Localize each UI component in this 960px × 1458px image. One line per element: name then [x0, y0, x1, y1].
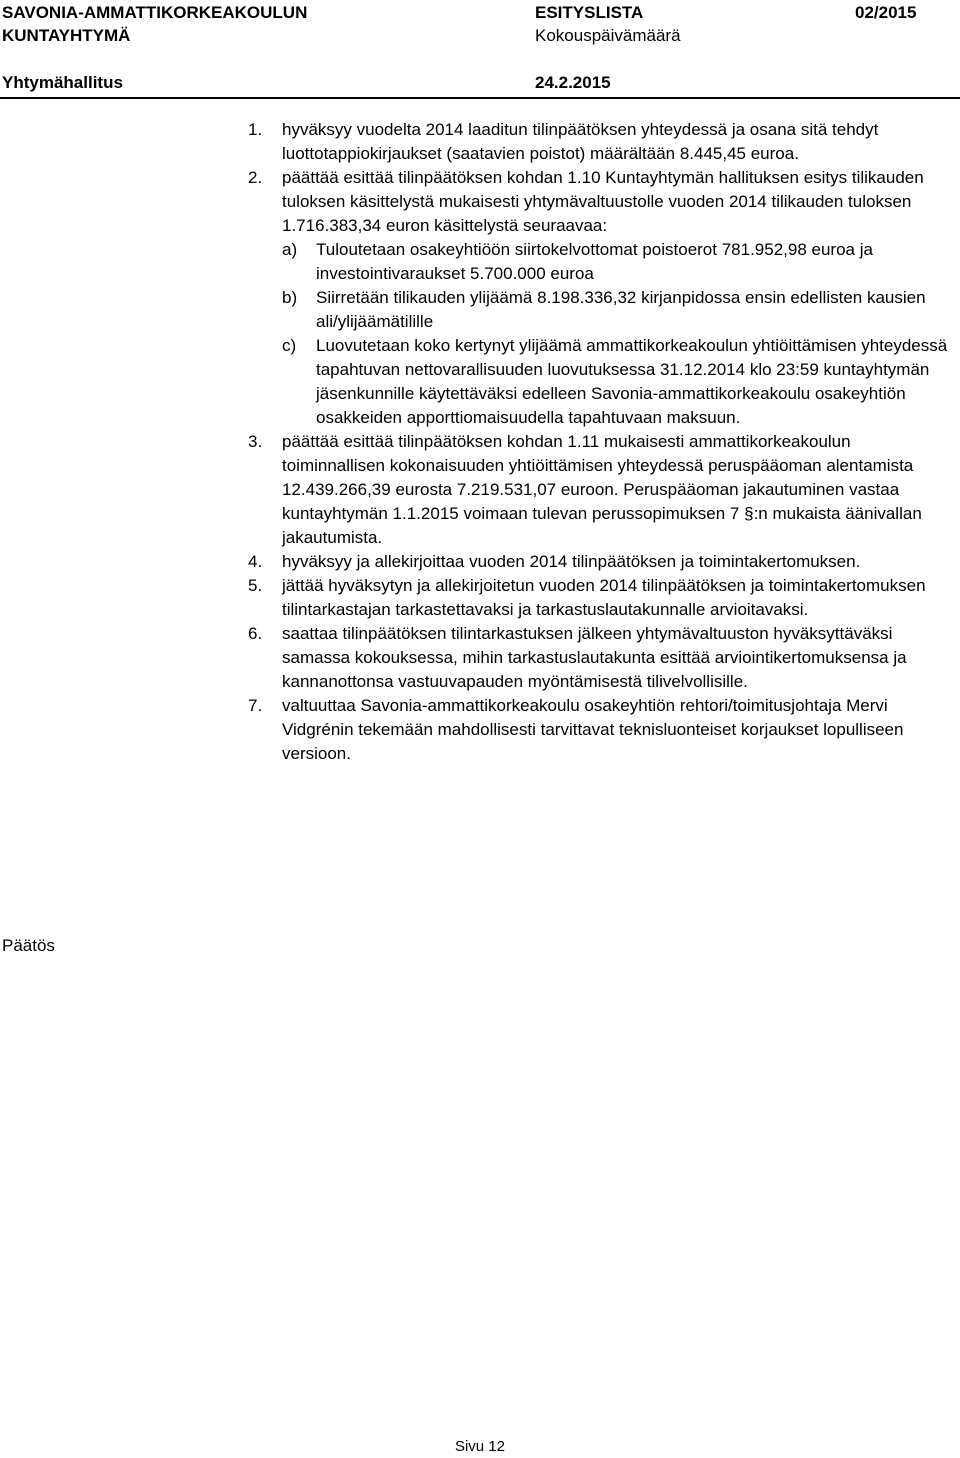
- doc-type: ESITYSLISTA: [535, 3, 644, 22]
- org-name-line1: SAVONIA-AMMATTIKORKEAKOULUN: [2, 3, 308, 22]
- meeting-date: 24.2.2015: [535, 73, 611, 92]
- item-text: päättää esittää tilinpäätöksen kohdan 1.10 Kuntayhtymän hallituksen esitys tilikauden tuloksen käsittelystä mukaisesti yhtymävaltuustolle vuoden 2014 tilikauden tuloksen 1.716.383,34 euron käsittelystä seuraavaa:: [282, 168, 924, 235]
- sub-text: Siirretään tilikauden ylijäämä 8.198.336,32 kirjanpidossa ensin edellisten kausien ali/ylijäämätilille: [316, 288, 926, 331]
- doc-number: 02/2015: [855, 3, 917, 22]
- item-text: jättää hyväksytyn ja allekirjoitetun vuoden 2014 tilinpäätöksen ja toimintakertomuksen tilintarkastajan tarkastettavaksi ja tarkastuslautakunnalle arvioitavaksi.: [282, 576, 926, 619]
- sub-letter: c): [282, 336, 297, 355]
- sub-letter: a): [282, 240, 298, 259]
- date-label: Kokouspäivämäärä: [535, 26, 681, 45]
- meeting-body: Yhtymähallitus: [2, 73, 123, 92]
- item-text: hyväksyy vuodelta 2014 laaditun tilinpäätöksen yhteydessä ja osana sitä tehdyt luottotappiokirjaukset (saatavien poistot) määrältään 8.445,45 euroa.: [282, 120, 879, 163]
- sub-letter: b): [282, 288, 298, 307]
- org-name-line2: KUNTAYHTYMÄ: [2, 26, 131, 45]
- list-item: [248, 694, 958, 766]
- item-number: 5.: [248, 576, 263, 595]
- item-text: päättää esittää tilinpäätöksen kohdan 1.11 mukaisesti ammattikorkeakoulun toiminnallisen kokonaisuuden yhtiöittämisen yhteydessä peruspääoman alentamista 12.439.266,39 eurosta 7.219.531,07 euroon. Peruspääoman jakautuminen vastaa kuntayhtymän 1.1.2015 voimaan tulevan perussopimuksen 7 §:n mukaista äänivallan jakautumista.: [282, 432, 922, 547]
- item-number: 7.: [248, 696, 263, 715]
- sub-text: Tuloutetaan osakeyhtiöön siirtokelvottomat poistoerot 781.952,98 euroa ja investointivaraukset 5.700.000 euroa: [316, 240, 873, 283]
- list-item: [248, 430, 958, 550]
- header-rule: [0, 97, 960, 99]
- sub-item: [282, 334, 958, 430]
- sub-item: [282, 238, 958, 286]
- sub-text: Luovutetaan koko kertynyt ylijäämä ammattikorkeakoulun yhtiöittämisen yhteydessä tapahtuvan nettovarallisuuden luovutuksessa 31.12.2014 klo 23:59 kuntayhtymän jäsenkunnille käytettäväksi edelleen Savonia-ammattikorkeakoulu osakeyhtiön osakkeiden apporttiomaisuudella tapahtuvaan maksuun.: [316, 336, 948, 427]
- decision-list: [248, 118, 958, 766]
- item-text: hyväksyy ja allekirjoittaa vuoden 2014 tilinpäätöksen ja toimintakertomuksen.: [282, 552, 861, 571]
- item-number: 6.: [248, 624, 263, 643]
- item-number: 2.: [248, 168, 263, 187]
- list-item: [248, 574, 958, 622]
- list-item: [248, 550, 958, 574]
- list-item: [248, 622, 958, 694]
- decision-label: Päätös: [2, 936, 55, 955]
- sub-item: [282, 286, 958, 334]
- item-number: 1.: [248, 120, 263, 139]
- page-number: Sivu 12: [454, 1438, 506, 1455]
- item-number: 4.: [248, 552, 263, 571]
- item-text: valtuuttaa Savonia-ammattikorkeakoulu osakeyhtiön rehtori/toimitusjohtaja Mervi Vidgrénin tekemään mahdollisesti tarvittavat teknisluonteiset korjaukset lopulliseen versioon.: [282, 696, 904, 763]
- item-number: 3.: [248, 432, 263, 451]
- list-item: [248, 166, 958, 430]
- list-item: [248, 118, 958, 166]
- item-text: saattaa tilinpäätöksen tilintarkastuksen jälkeen yhtymävaltuuston hyväksyttäväksi samassa kokouksessa, mihin tarkastuslautakunta esittää arviointikertomuksensa ja kannanottonsa vastuuvapauden myöntämisestä tilivelvollisille.: [282, 624, 907, 691]
